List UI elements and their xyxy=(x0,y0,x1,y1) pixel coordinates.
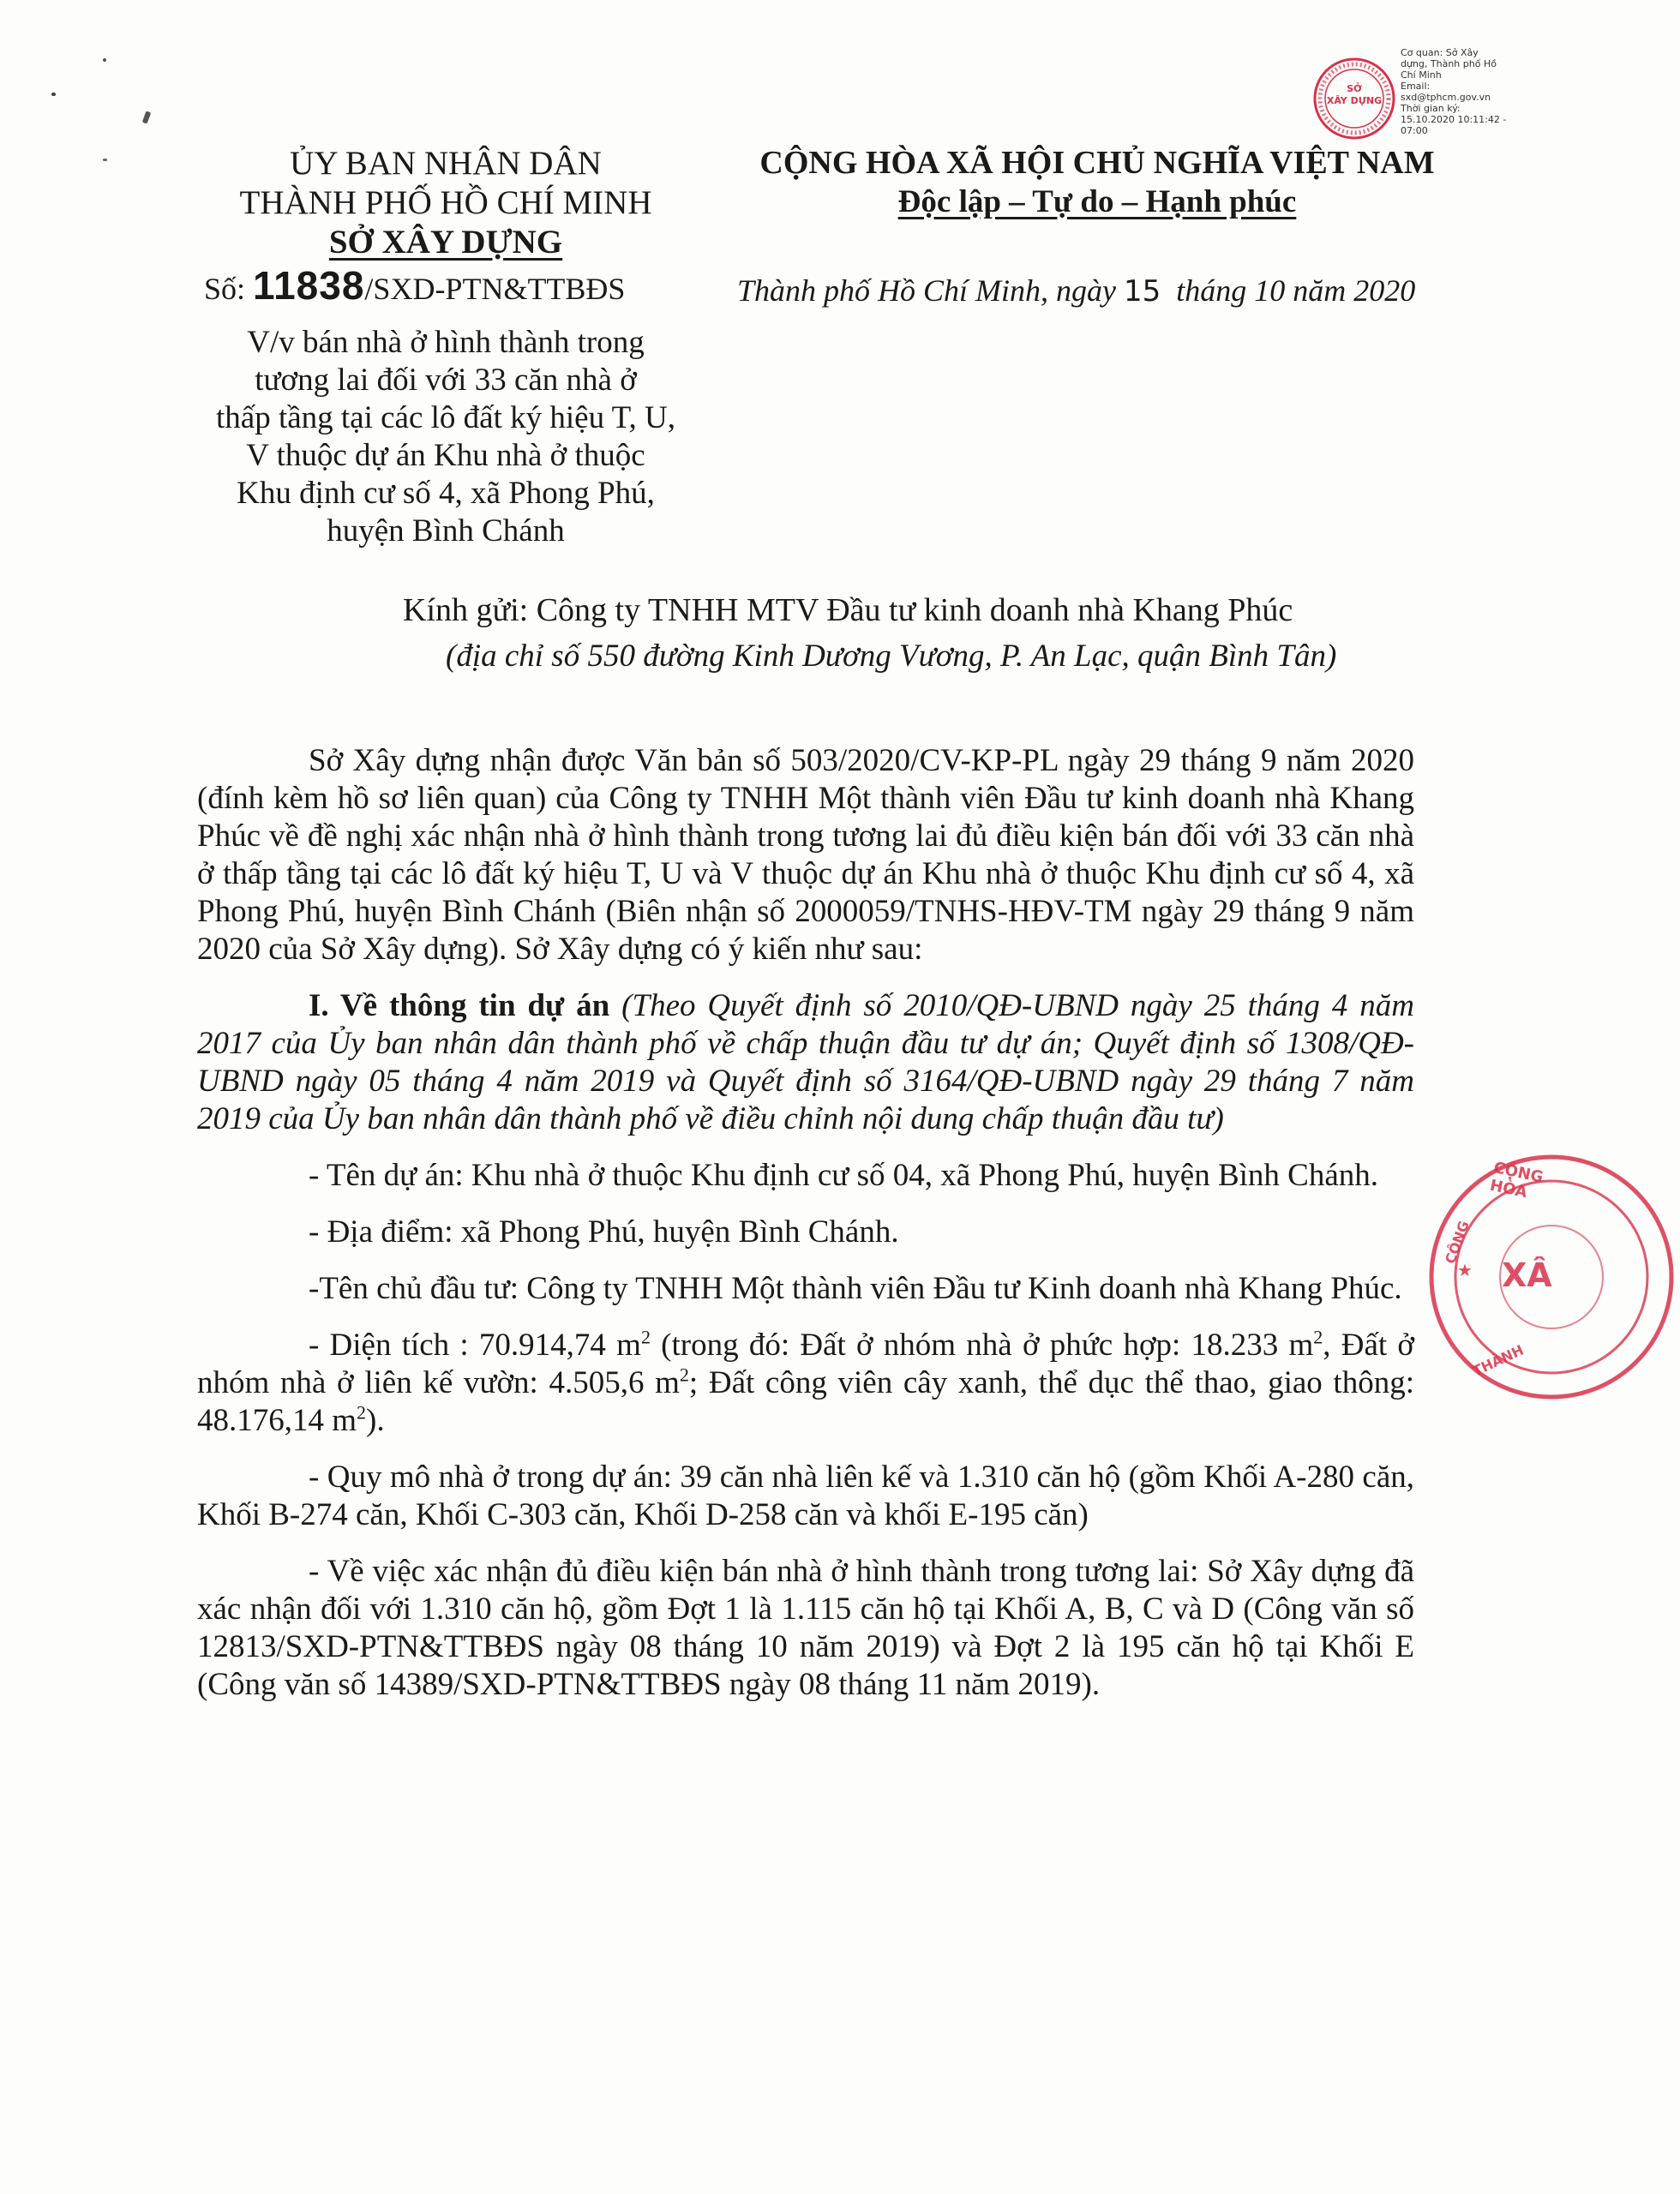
stamp-label-bottom: XÂY DỰNG xyxy=(1326,95,1383,106)
doc-number-value: 11838 xyxy=(253,263,365,308)
agency-line-1: ỦY BAN NHÂN DÂN xyxy=(290,145,602,182)
document-subject: V/v bán nhà ở hình thành trong tương lai đối với 33 căn nhà ở thấp tầng tại các lô đất ký hiệu T, U, V thuộc dự án Khu nhà ở thuộc Khu định cư số 4, xã Phong Phú, huyện Bình Chánh xyxy=(216,325,675,548)
seal-star-icon: ★ xyxy=(1457,1262,1473,1280)
seal-text-mid: XÂ xyxy=(1502,1256,1552,1294)
document-number: Số: 11838/SXD-PTN&TTBĐS xyxy=(204,263,626,308)
intro-paragraph: Sở Xây dựng nhận được Văn bản số 503/2020/CV-KP-PL ngày 29 tháng 9 năm 2020 (đính kèm hồ sơ liên quan) của Công ty TNHH Một thành viên Đầu tư kinh doanh nhà Khang Phúc về đề nghị xác nhận nhà ở hình thành trong tương lai đủ điều kiện bán đối với 33 căn nhà ở thấp tầng tại các lô đất ký hiệu T, U và V thuộc dự án Khu nhà ở thuộc Khu định cư số 4, xã Phong Phú, huyện Bình Chánh (Biên nhận số 2000059/TNHS-HĐV-TM ngày 29 tháng 9 năm 2020 của Sở Xây dựng). Sở Xây dựng có ý kiến như sau: xyxy=(197,743,1414,967)
project-location-item: - Địa điểm: xã Phong Phú, huyện Bình Chánh. xyxy=(309,1214,899,1250)
recipient-line: Kính gửi: Công ty TNHH MTV Đầu tư kinh doanh nhà Khang Phúc xyxy=(403,592,1293,628)
scan-speck xyxy=(103,58,106,62)
section-1-title: I. Về thông tin dự án xyxy=(309,988,610,1023)
scan-speck xyxy=(51,93,56,96)
document-body xyxy=(197,742,1414,1704)
signature-details: Cơ quan: Sở Xây dựng, Thành phố Hồ Chí Minh Email: sxd@tphcm.gov.vn Thời gian ký: 15.10.2020 10:11:42 - 07:00 xyxy=(1401,47,1507,136)
official-seal-partial xyxy=(1423,1140,1552,1414)
seal-text-top: CỘNG HÒA xyxy=(1488,1159,1545,1202)
seal-text-bottom: THÀNH xyxy=(1469,1341,1527,1380)
scan-speck xyxy=(103,159,107,161)
section-1-reference: (Theo Quyết định số 2010/QĐ-UBND ngày 25 tháng 4 năm 2017 của Ủy ban nhân dân thành phố về chấp thuận đầu tư dự án; Quyết định số 1308/QĐ-UBND ngày 05 tháng 4 năm 2019 và Quyết định số 3164/QĐ-UBND ngày 29 tháng 7 năm 2019 của Ủy ban nhân dân thành phố về điều chỉnh nội dung chấp thuận đầu tư) xyxy=(197,988,1414,1136)
section-1-paragraph xyxy=(197,987,1414,1138)
agency-line-2: THÀNH PHỐ HỒ CHÍ MINH xyxy=(239,184,652,221)
project-area-item: - Diện tích : 70.914,74 $m^2$ (trong đó: Đất ở nhóm nhà ở phức hợp: 18.233 $m^2$, Đất ở nhóm nhà ở liên kế vườn: 4.505,6 $m^2$; Đất công viên cây xanh, thể dục thể thao, giao thông: 48.176,14 $m^2$). xyxy=(197,1326,1414,1438)
department-name: SỞ XÂY DỰNG xyxy=(328,224,563,261)
stamp-label-top: SỞ xyxy=(1347,83,1362,94)
date-day: 15 xyxy=(1124,274,1161,309)
project-investor-item: -Tên chủ đầu tư: Công ty TNHH Một thành viên Đầu tư Kinh doanh nhà Khang Phúc. xyxy=(309,1271,1402,1306)
national-motto: Độc lập – Tự do – Hạnh phúc xyxy=(897,184,1297,219)
nation-name: CỘNG HÒA XÃ HỘI CHỦ NGHĨA VIỆT NAM xyxy=(759,145,1435,181)
seal-text-left: CÔNG xyxy=(1442,1218,1473,1267)
issuing-agency xyxy=(197,144,694,262)
recipient-address: (địa chỉ số 550 đường Kinh Dương Vương, P. An Lạc, quận Bình Tân) xyxy=(446,638,1337,674)
national-heading xyxy=(729,144,1466,220)
scan-speck xyxy=(142,111,151,123)
document-date: Thành phố Hồ Chí Minh, ngày 15 tháng 10 năm 2020 xyxy=(737,273,1416,309)
sale-confirmation-item: - Về việc xác nhận đủ điều kiện bán nhà ở hình thành trong tương lai: Sở Xây dựng đã xác nhận đối với 1.310 căn hộ, gồm Đợt 1 là 1.115 căn hộ tại Khối A, B, C và D (Công văn số 12813/SXD-PTN&TTBĐS ngày 08 tháng 10 năm 2019) và Đợt 2 là 195 căn hộ tại Khối E (Công văn số 14389/SXD-PTN&TTBĐS ngày 08 tháng 11 năm 2019). xyxy=(197,1554,1414,1702)
recipient-block xyxy=(403,591,1474,674)
digital-signature-block xyxy=(1311,47,1534,150)
project-name-item: - Tên dự án: Khu nhà ở thuộc Khu định cư số 04, xã Phong Phú, huyện Bình Chánh. xyxy=(309,1158,1379,1193)
project-scale-item: - Quy mô nhà ở trong dự án: 39 căn nhà liên kế và 1.310 căn hộ (gồm Khối A-280 căn, Khối B-274 căn, Khối C-303 căn, Khối D-258 căn và khối E-195 căn) xyxy=(197,1460,1414,1532)
